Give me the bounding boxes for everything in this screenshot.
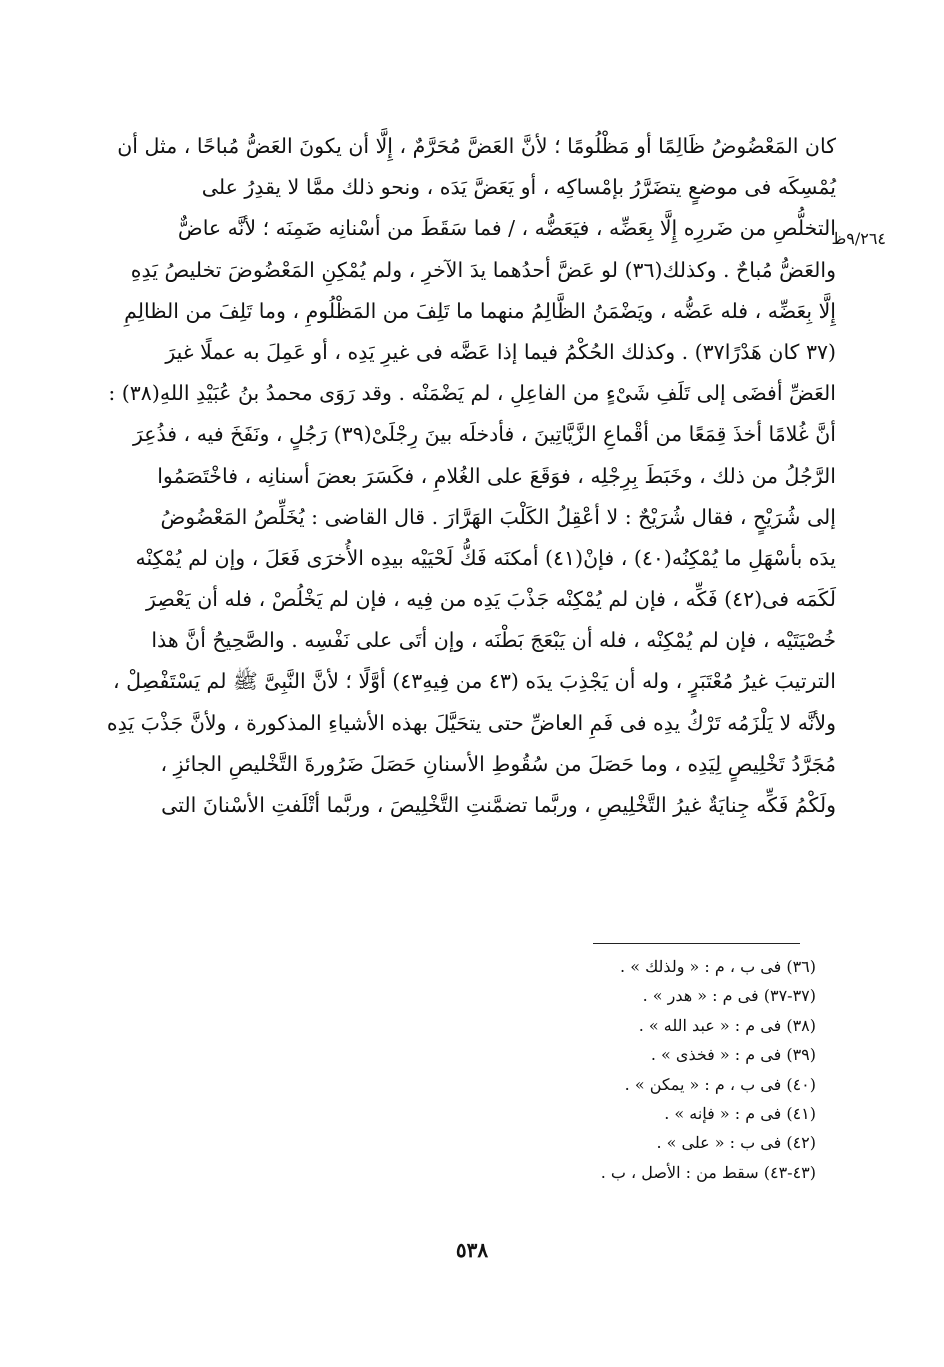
- text-line: لَكَمَه فى(٤٢) فَكِّه ، فإن لم يُمْكِنْه جَذْبَ يَدِه من فِيه ، فإن لم يَخْلُصْ ، فله أن يَعْصِرَ: [146, 587, 836, 612]
- text-line: إِلَّا بِعَضِّه ، فله عَضُّه ، ويَضْمَنُ الظَّالِمُ منهما ما تَلِفَ من المَظْلُومِ ، وما تَلِفَ من الظالِمِ: [124, 298, 836, 323]
- text-line: أنَّ غُلامًا أخذَ قِمَعًا من أقْماعِ الزَّيَّاتِينَ ، فأدخلَه بينَ رِجْلَىْ(٣٩) رَجُلٍ ، ونَفَخَ فيه ، فذُعِرَ: [132, 422, 836, 447]
- text-line: يدَه بأسْهَلِ ما يُمْكِنُه(٤٠) ، فإنْ(٤١) أمكنَه فَكُّ لَحْيَيْه بيدِه الأُخرَى فَعَلَ ، وإن لم يُمْكِنْه: [135, 545, 836, 570]
- footnote-item: (٤٣-٤٣) سقط من : الأصل ، ب .: [600, 1162, 816, 1182]
- text-line: يُمْسِكَه فى موضعٍ يتضَرَّرُ بإمْساكِه ، أو يَعَضَّ يَدَه ، ونحو ذلك ممَّا لا يقدِرُ على: [201, 175, 836, 200]
- text-line: ولأنَّه لا يَلْزَمُه تَرْكُ يدِه فى فَمِ العاضِّ حتى يتحَيَّلَ بهذه الأشياءِ المذكورة ، ولأنَّ جَذْبَ يَدِه: [106, 710, 836, 735]
- text-line: والعَضُّ مُباحٌ . وكذلك(٣٦) لو عَضَّ أحدُهما يدَ الآخرِ ، ولم يُمْكِنِ المَعْضُوضَ تخليصُ يَدِهِ: [130, 257, 836, 282]
- text-line: (٣٧ كان هَدْرًا٣٧) . وكذلك الحُكْمُ فيما إذا عَضَّه فى غيرِ يَدِه ، أو عَمِلَ به عملًا غيرَ: [165, 339, 836, 364]
- text-line: مُجَرَّدُ تَخْلِيصٍ لِيَدِه ، وما حَصَلَ من سُقُوطِ الأسنانِ حَصَلَ ضَرُورةَ التَّخْليصِ الجائزِ ،: [160, 751, 836, 776]
- text-line: الترتيبَ غيرُ مُعْتَبَرٍ ، وله أن يَجْذِبَ يدَه (٤٣ من فِيهِ٤٣) أوَّلًا ؛ لأنَّ النَّبِىَّ ﷺ لم يَسْتَفْصِلْ ،: [113, 669, 836, 694]
- page-number: ٥٣٨: [455, 1238, 489, 1262]
- footnote-item: (٣٩) فى م : « فخذى » .: [650, 1045, 816, 1065]
- text-line: العَضِّ أفضَى إلى تَلَفِ شَىْءٍ من الفاعِلِ ، لم يَضْمَنْه . وقد رَوَى محمدُ بنُ عُبَيْدِ اللهِ(٣٨) :: [108, 381, 836, 406]
- footnote-divider: [593, 943, 800, 944]
- footnote-item: (٣٧-٣٧) فى م : « هدر » .: [642, 986, 816, 1006]
- text-line: الرَّجُلُ من ذلك ، وخَبَطَ بِرِجْلِه ، فوَقَعَ على الغُلامِ ، فكَسَرَ بعضَ أسنانِه ، فاخْتَصَمُوا: [157, 463, 836, 488]
- main-text: [106, 126, 836, 826]
- footnote-item: (٤٠) فى ب ، م : « يمكن » .: [624, 1074, 816, 1094]
- footnotes: [420, 952, 816, 1187]
- footnote-item: (٣٨) فى م : « عبد الله » .: [638, 1015, 816, 1035]
- margin-folio-note: ٩/٢٦٤ظ: [831, 229, 886, 248]
- footnote-item: (٤٢) فى ب : « على » .: [656, 1133, 816, 1153]
- footnote-item: (٣٦) فى ب ، م : « ولذلك » .: [620, 957, 816, 976]
- footnote-item: (٤١) فى م : « فإنه » .: [664, 1103, 816, 1123]
- text-line: التخلُّصِ من ضَررِه إِلَّا بِعَضِّه ، فيَعَضُّه ، / فما سَقَطَ من أسْنانِه ضَمِنَه ؛ لأنَّه عاضٌّ: [177, 216, 836, 241]
- text-line: كان المَعْضُوضُ ظَالِمًا أو مَظْلُومًا ؛ لأنَّ العَضَّ مُحَرَّمٌ ، إِلَّا أن يكونَ العَضُّ مُباحًا ، مثل أن: [117, 134, 836, 158]
- text-line: ولَكْمُ فَكِّه جِنايَةٌ غيرُ التَّخْلِيصِ ، وربَّما تضمَّنتِ التَّخْلِيصَ ، وربَّما أتْلَفتِ الأسْنانَ التى: [161, 793, 836, 817]
- text-line: إلى شُرَيْحٍ ، فقال شُرَيْحٌ : لا أعْقِلُ الكَلْبَ الهَرَّارَ . قال القاضى : يُخَلِّصُ المَعْضُوضُ: [160, 504, 836, 529]
- text-line: خُصْيَتَيْه ، فإن لم يُمْكِنْه ، فله أن يَبْعَجَ بَطْنَه ، وإن أتَى على نَفْسِه . والصَّحِيحُ أنَّ هذا: [151, 628, 836, 653]
